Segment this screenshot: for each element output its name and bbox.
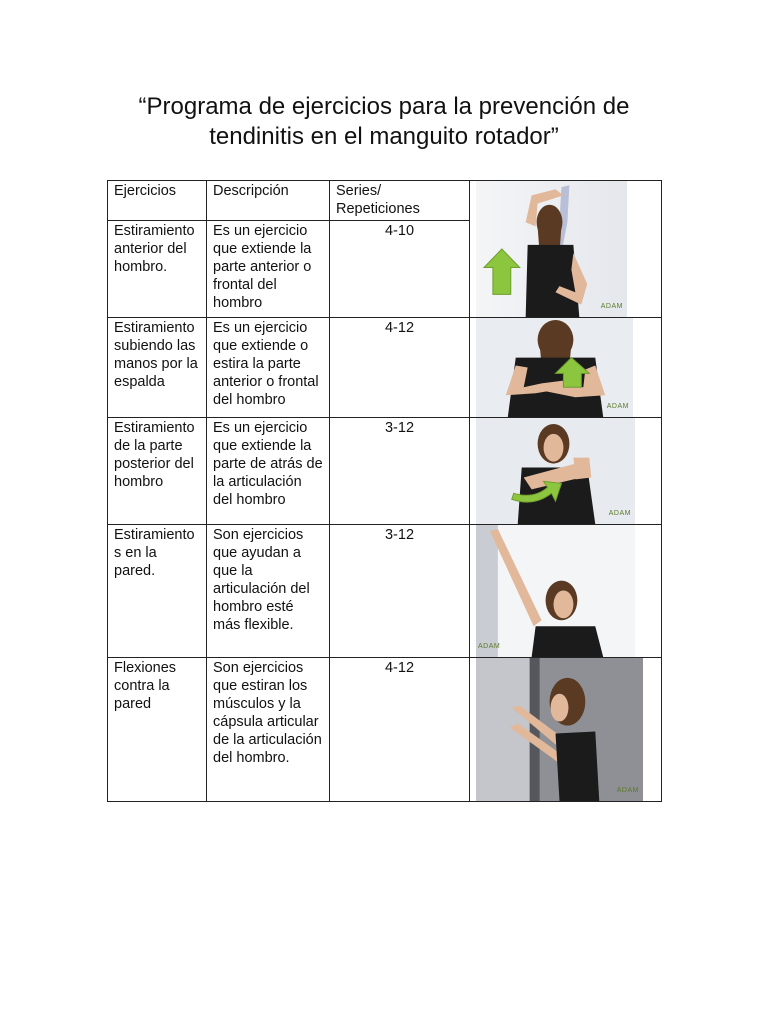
title-line-2: tendinitis en el manguito rotador” <box>209 123 559 150</box>
row-5-series: 4-12 <box>330 658 470 802</box>
row-3-series: 3-12 <box>330 418 470 525</box>
wall-pushup-photo <box>476 658 643 801</box>
row-2-description: Es un ejercicio que extiende o estira la parte anterior o frontal del hombro <box>207 318 330 418</box>
header-series-line-1: Series/ <box>336 183 382 199</box>
header-description: Descripción <box>207 181 330 221</box>
photo-cell-1 <box>470 181 662 318</box>
title-line-1: “Programa de ejercicios para la prevención de <box>138 93 630 120</box>
wall-stretch-photo <box>476 525 635 657</box>
row-3-description: Es un ejercicio que extiende la parte de atrás de la articulación del hombro <box>207 418 330 525</box>
photo-cell-2 <box>470 318 662 418</box>
exercise-table <box>107 180 662 802</box>
row-2-exercise: Estiramiento subiendo las manos por la espalda <box>108 318 207 418</box>
photo-cell-4 <box>470 525 662 658</box>
hands-up-back-stretch-photo <box>476 318 633 417</box>
photo-cell-5 <box>470 658 662 802</box>
adam-logo: ADAM <box>606 403 629 410</box>
table-row <box>108 418 662 525</box>
table-row <box>108 658 662 802</box>
adam-logo: ADAM <box>600 303 623 310</box>
header-exercise: Ejercicios <box>108 181 207 221</box>
header-series <box>330 181 470 221</box>
adam-logo: ADAM <box>616 787 639 794</box>
row-1-exercise: Estiramiento anterior del hombro. <box>108 221 207 318</box>
row-3-exercise: Estiramiento de la parte posterior del hombro <box>108 418 207 525</box>
adam-logo: ADAM <box>478 643 501 650</box>
header-series-line-2: Repeticiones <box>336 201 420 217</box>
photo-cell-3 <box>470 418 662 525</box>
document-title <box>84 92 684 152</box>
row-5-exercise: Flexiones contra la pared <box>108 658 207 802</box>
row-1-description: Es un ejercicio que extiende la parte anterior o frontal del hombro <box>207 221 330 318</box>
row-2-series: 4-12 <box>330 318 470 418</box>
table-header-row <box>108 181 662 221</box>
row-4-description: Son ejercicios que ayudan a que la articulación del hombro esté más flexible. <box>207 525 330 658</box>
table-row <box>108 318 662 418</box>
table-row <box>108 525 662 658</box>
row-4-exercise: Estiramiento s en la pared. <box>108 525 207 658</box>
shoulder-stretch-towel-photo <box>476 181 627 317</box>
cross-body-stretch-photo <box>476 418 635 524</box>
row-4-series: 3-12 <box>330 525 470 658</box>
adam-logo: ADAM <box>608 510 631 517</box>
row-1-series: 4-10 <box>330 221 470 318</box>
row-5-description: Son ejercicios que estiran los músculos y la cápsula articular de la articulación del hombro. <box>207 658 330 802</box>
